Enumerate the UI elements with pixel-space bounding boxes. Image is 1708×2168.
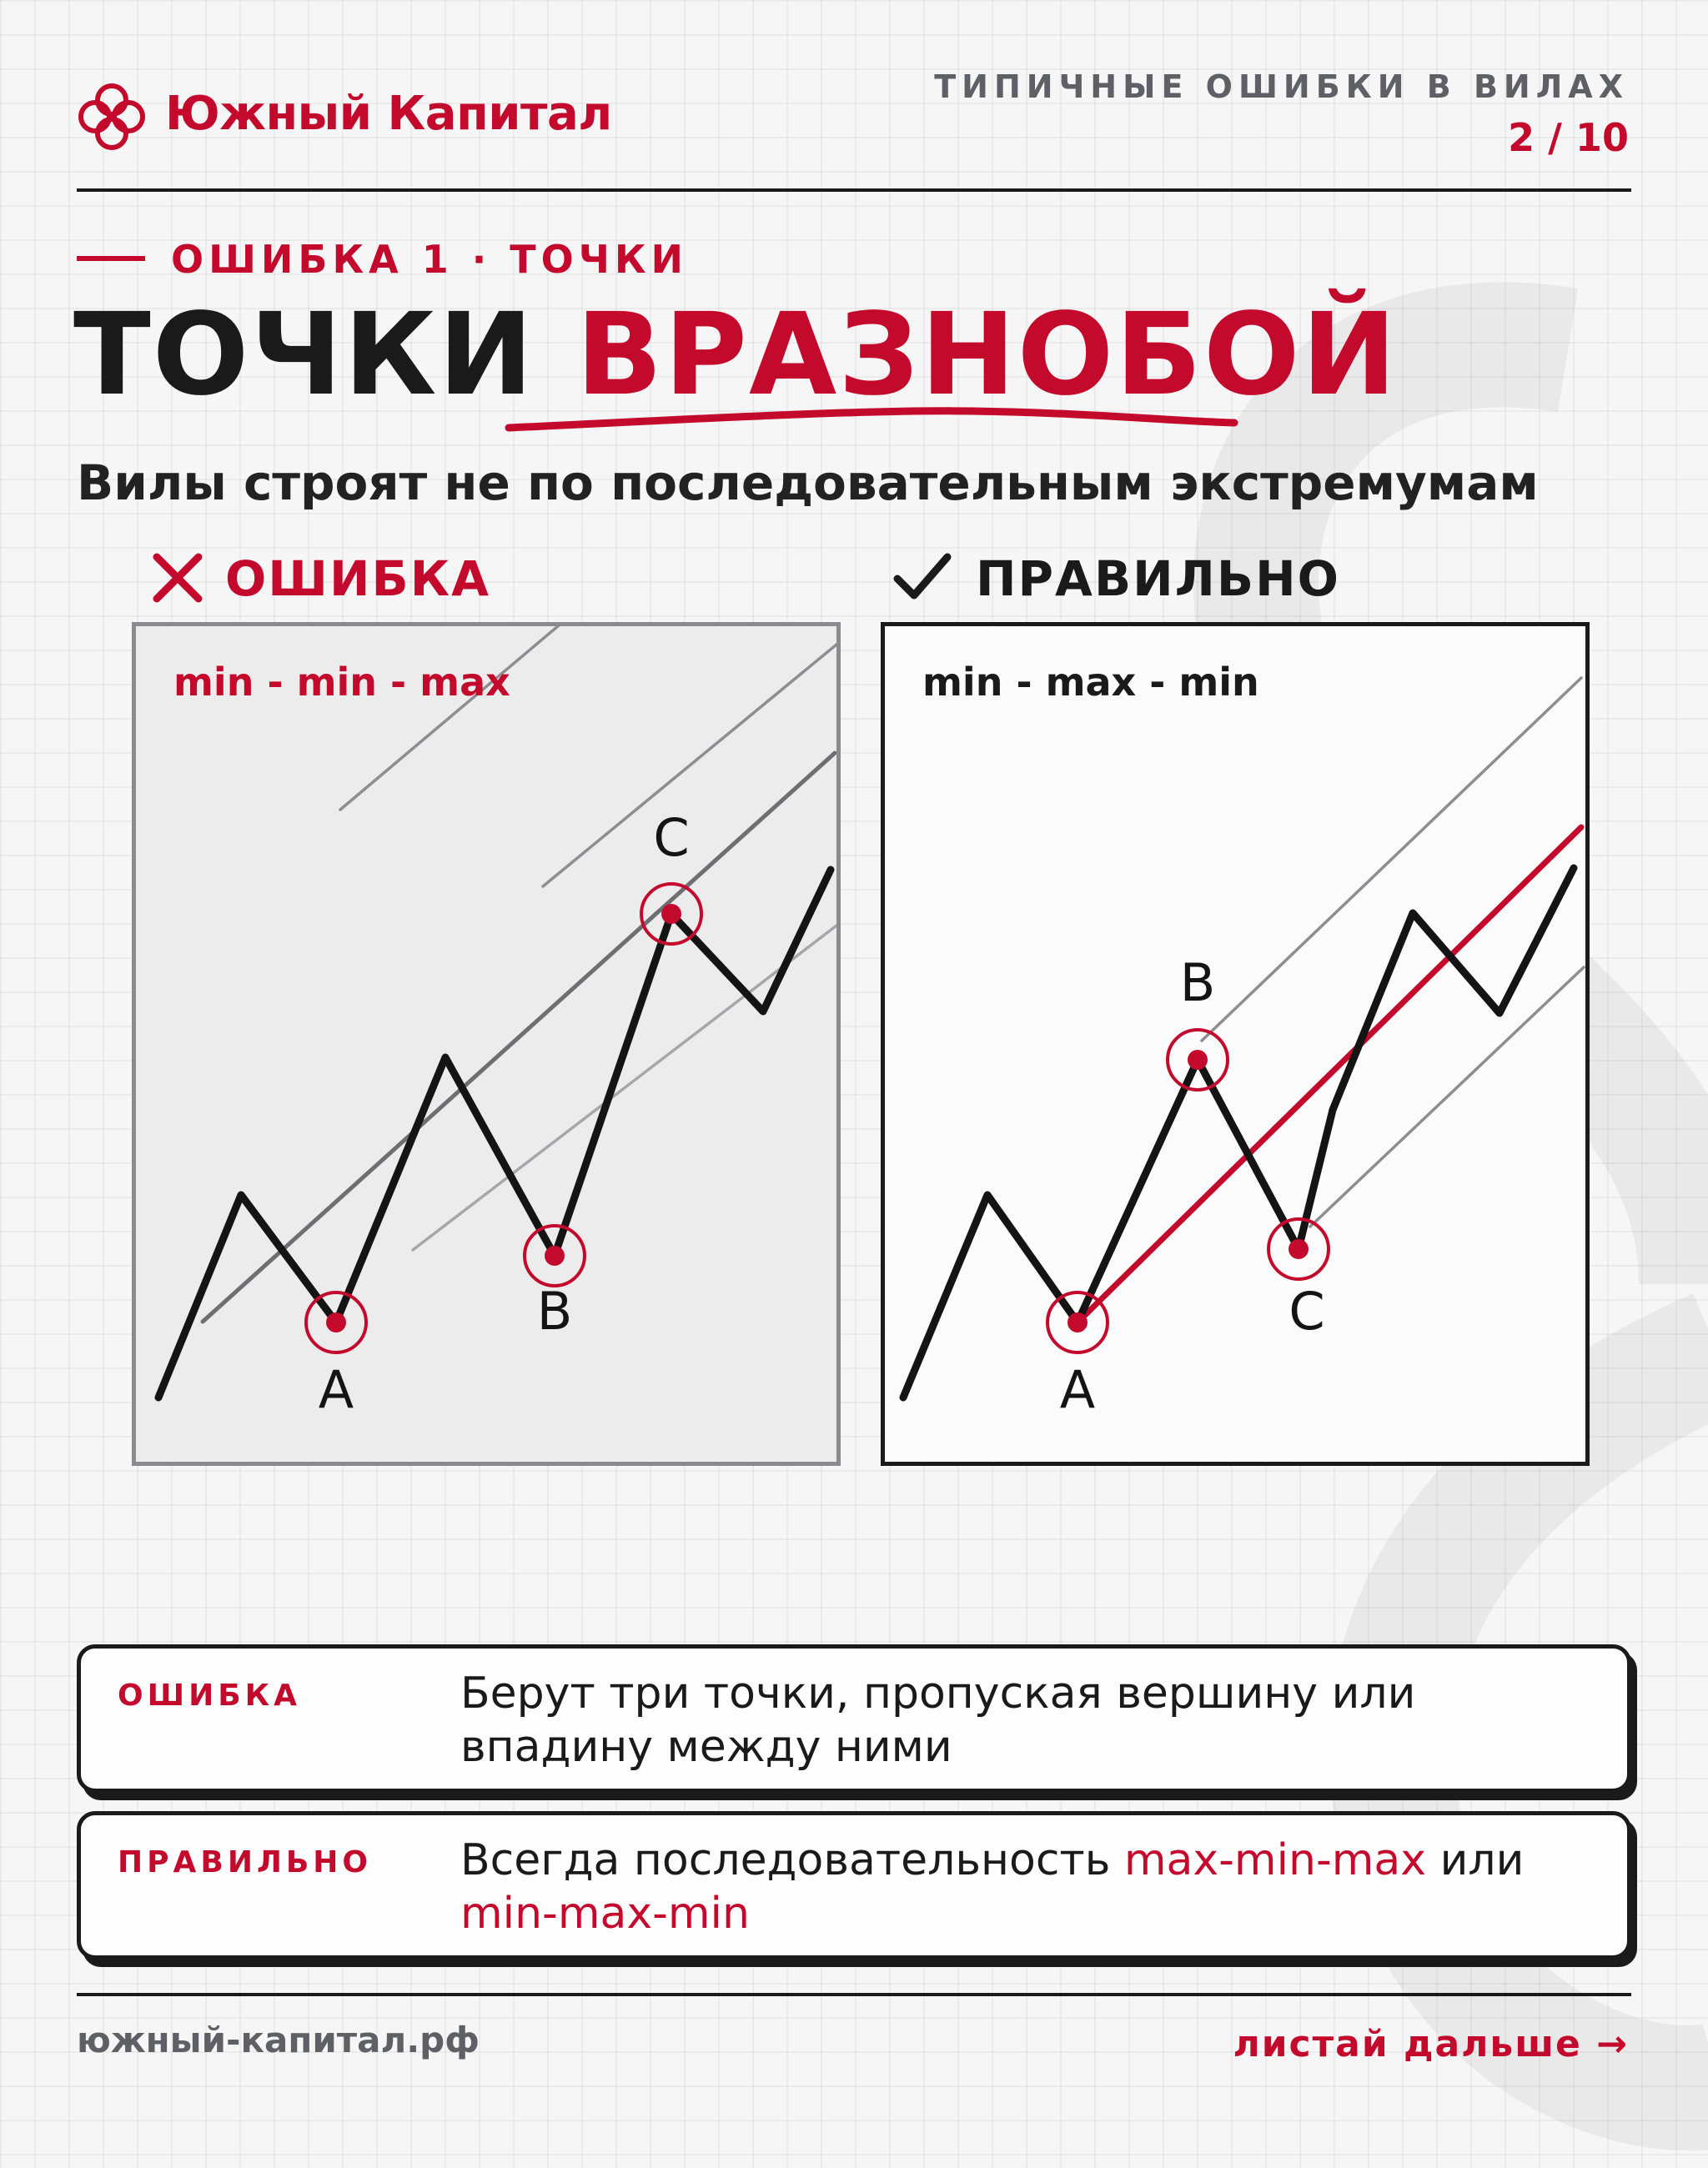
title-red: ВРАЗНОБОЙ — [575, 289, 1399, 421]
page-title — [73, 289, 1399, 421]
series-title: ТИПИЧНЫЕ ОШИБКИ В ВИЛАХ — [934, 68, 1629, 105]
price-path — [158, 870, 831, 1398]
point-b-dot — [1188, 1050, 1208, 1070]
quatrefoil-knot-icon — [75, 80, 148, 153]
subtitle: Вилы строят не по последовательным экстремумам — [77, 454, 1539, 511]
page-counter — [1508, 115, 1629, 160]
correct-info-label: ПРАВИЛЬНО — [118, 1845, 373, 1879]
correct-highlight-2: min-max-min — [460, 1889, 750, 1939]
right-chart-panel — [881, 622, 1590, 1466]
right-chart — [885, 626, 1585, 1462]
brand-name: Южный Капитал — [165, 87, 612, 141]
wrong-header: ОШИБКА — [225, 550, 491, 607]
fork-line-lower — [1310, 967, 1584, 1227]
point-b-dot — [545, 1246, 565, 1266]
correct-info-text — [460, 1834, 1603, 1940]
fork-line-upper — [340, 626, 835, 810]
error-info-box — [77, 1644, 1631, 1793]
check-icon — [892, 552, 952, 602]
point-a-label: A — [1059, 1359, 1096, 1420]
fork-line-lower — [543, 645, 836, 886]
error-info-label: ОШИБКА — [118, 1679, 301, 1713]
kicker: ОШИБКА 1 · ТОЧКИ — [171, 237, 688, 282]
point-c-label: C — [653, 807, 690, 868]
error-info-text: Берут три точки, пропуская вершину или впадину между ними — [460, 1669, 1416, 1772]
fork-median-line — [203, 753, 835, 1322]
kicker-dash — [77, 256, 145, 261]
point-b-label: B — [1179, 952, 1216, 1013]
footer-divider — [77, 1993, 1631, 1996]
correct-text-before: Всегда последовательность — [460, 1835, 1124, 1885]
page-current: 2 — [1508, 115, 1535, 160]
point-a-dot — [326, 1312, 346, 1332]
fork-line-lower — [413, 926, 836, 1250]
correct-info-box — [77, 1811, 1631, 1960]
title-black: ТОЧКИ — [73, 289, 535, 421]
point-c-label: C — [1289, 1281, 1325, 1342]
point-a-dot — [1068, 1312, 1088, 1332]
correct-text-middle: или — [1426, 1835, 1525, 1885]
fork-line-upper — [1202, 678, 1581, 1041]
price-path — [903, 868, 1574, 1398]
cross-icon — [150, 550, 205, 605]
point-a-label: A — [318, 1359, 354, 1420]
site-link[interactable]: южный-капитал.рф — [77, 2020, 480, 2060]
right-sequence: min - max - min — [922, 660, 1259, 705]
point-c-dot — [1289, 1239, 1309, 1259]
page-separator: / — [1535, 115, 1575, 160]
point-c-dot — [661, 904, 681, 924]
wrong-chart — [136, 626, 836, 1462]
correct-highlight-1: max-min-max — [1123, 1835, 1427, 1885]
page-total: 10 — [1575, 115, 1629, 160]
next-slide-link[interactable]: листай дальше → — [1233, 2023, 1629, 2065]
wrong-sequence: min - min - max — [173, 660, 510, 705]
point-b-label: B — [536, 1281, 573, 1342]
header-divider — [77, 188, 1631, 192]
wrong-chart-panel — [132, 622, 841, 1466]
right-header: ПРАВИЛЬНО — [976, 550, 1340, 607]
title-underline — [505, 404, 1238, 446]
